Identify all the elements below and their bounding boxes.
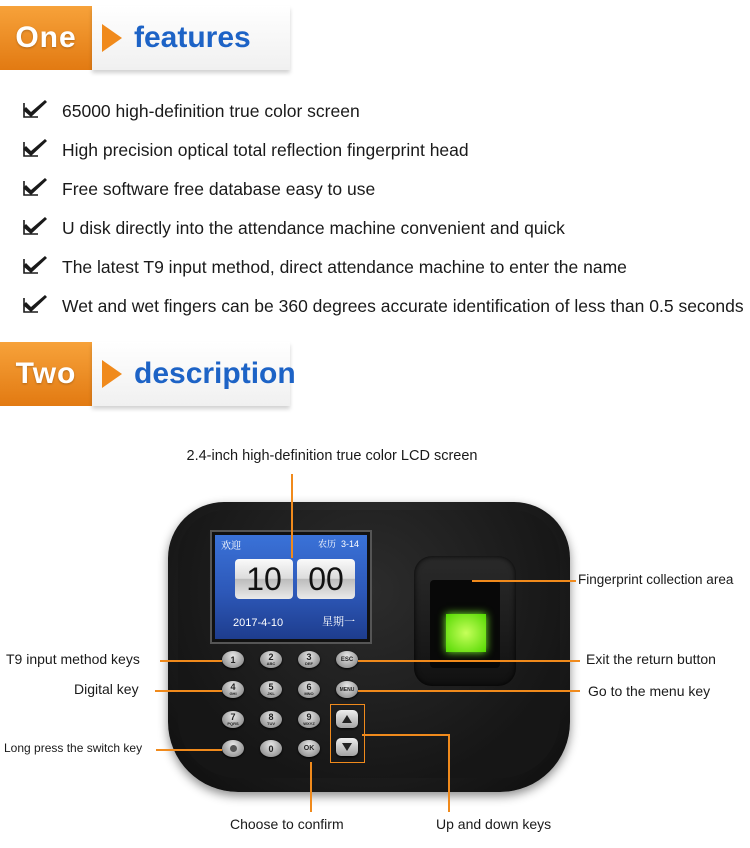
key-main: 1 (230, 654, 236, 665)
welcome-text: 欢迎 (221, 541, 241, 552)
esc-callout-label: Exit the return button (586, 651, 716, 667)
key-main: MENU (339, 686, 355, 693)
weekday-text: 星期一 (322, 616, 355, 628)
key-sub: PQRS (227, 721, 239, 726)
play-arrow-icon (102, 360, 122, 388)
feature-text: U disk directly into the attendance machine convenient and quick (62, 218, 565, 238)
checkmark-icon (22, 216, 62, 241)
t9-callout-label: T9 input method keys (6, 651, 140, 667)
fingerprint-callout-line (472, 580, 576, 582)
lunar-date (318, 537, 359, 550)
feature-item (22, 287, 744, 326)
key-main: 8 (268, 712, 274, 722)
confirm-callout-label: Choose to confirm (230, 816, 344, 832)
feature-text: Wet and wet fingers can be 360 degrees accurate identification of less than 0.5 seconds (62, 296, 744, 316)
lunar-value: 3-14 (340, 539, 359, 549)
feature-item (22, 92, 744, 131)
checkmark-icon (22, 177, 62, 202)
key-4[interactable] (222, 681, 244, 698)
checkmark-icon (22, 99, 62, 124)
key-main: 9 (306, 712, 312, 722)
play-arrow-icon (102, 24, 122, 52)
date-text: 2017-4-10 (233, 617, 284, 629)
key-3[interactable] (298, 651, 320, 668)
key-sub: MNO (304, 691, 314, 696)
checkmark-icon (22, 138, 62, 163)
section-number: One (0, 6, 92, 70)
ok-key[interactable] (298, 740, 320, 757)
key-main: 6 (306, 682, 312, 692)
key-main: 4 (230, 682, 236, 692)
switch-callout-line (156, 749, 222, 751)
key-6[interactable] (298, 681, 320, 698)
key-main: 0 (268, 743, 274, 754)
digital-callout-line (155, 690, 222, 692)
hour-digits: 10 (235, 559, 293, 599)
section-one-banner (0, 6, 290, 70)
menu-key[interactable] (336, 681, 358, 698)
key-2[interactable] (260, 651, 282, 668)
fingerprint-callout-label: Fingerprint collection area (578, 572, 734, 587)
screen-callout-label: 2.4-inch high-definition true color LCD screen (186, 448, 478, 464)
updown-highlight-box (330, 704, 365, 763)
key-main: 2 (268, 652, 274, 662)
key-7[interactable] (222, 711, 244, 728)
feature-item (22, 248, 744, 287)
feature-item (22, 209, 744, 248)
key-sub: TUV (267, 721, 275, 726)
section-two-banner (0, 342, 296, 406)
power-dot-icon (230, 745, 237, 752)
checkmark-icon (22, 294, 62, 319)
menu-callout-label: Go to the menu key (588, 683, 711, 699)
lunar-label: 农历 (317, 539, 336, 549)
feature-item (22, 131, 744, 170)
confirm-callout-line (310, 762, 312, 812)
key-5[interactable] (260, 681, 282, 698)
key-sub: DEF (305, 661, 313, 666)
section-title: description (134, 357, 296, 390)
feature-text: High precision optical total reflection fingerprint head (62, 140, 469, 160)
digital-callout-label: Digital key (74, 681, 139, 697)
switch-callout-label: Long press the switch key (4, 741, 143, 755)
key-main: OK (303, 744, 315, 752)
screen-callout-line (291, 474, 293, 558)
feature-text: Free software free database easy to use (62, 179, 376, 199)
section-tab (92, 342, 296, 406)
t9-callout-line (160, 660, 222, 662)
menu-callout-line (358, 690, 580, 692)
key-9[interactable] (298, 711, 320, 728)
key-0[interactable] (260, 740, 282, 757)
key-sub: GHI (229, 691, 237, 696)
key-main: 5 (268, 682, 274, 692)
esc-key[interactable] (336, 651, 358, 668)
key-sub: ABC (266, 661, 276, 666)
section-number: Two (0, 342, 92, 406)
key-main: 3 (306, 652, 312, 662)
feature-item (22, 170, 744, 209)
updown-callout-line-h (362, 734, 448, 736)
section-tab (92, 6, 290, 70)
feature-list (22, 92, 744, 326)
key-sub: WXYZ (303, 721, 315, 726)
key-1[interactable] (222, 651, 244, 668)
key-main: 7 (230, 712, 236, 722)
updown-callout-label: Up and down keys (436, 816, 552, 832)
key-8[interactable] (260, 711, 282, 728)
esc-callout-line (358, 660, 580, 662)
feature-text: The latest T9 input method, direct attendance machine to enter the name (62, 257, 627, 277)
power-key[interactable] (222, 740, 244, 757)
minute-digits: 00 (297, 559, 355, 599)
feature-text: 65000 high-definition true color screen (62, 101, 360, 121)
updown-callout-line-v (448, 734, 450, 812)
key-main: ESC (340, 656, 354, 663)
section-title: features (134, 21, 251, 54)
checkmark-icon (22, 255, 62, 280)
key-sub: JKL (267, 691, 275, 696)
fingerprint-sensor[interactable] (446, 614, 486, 652)
